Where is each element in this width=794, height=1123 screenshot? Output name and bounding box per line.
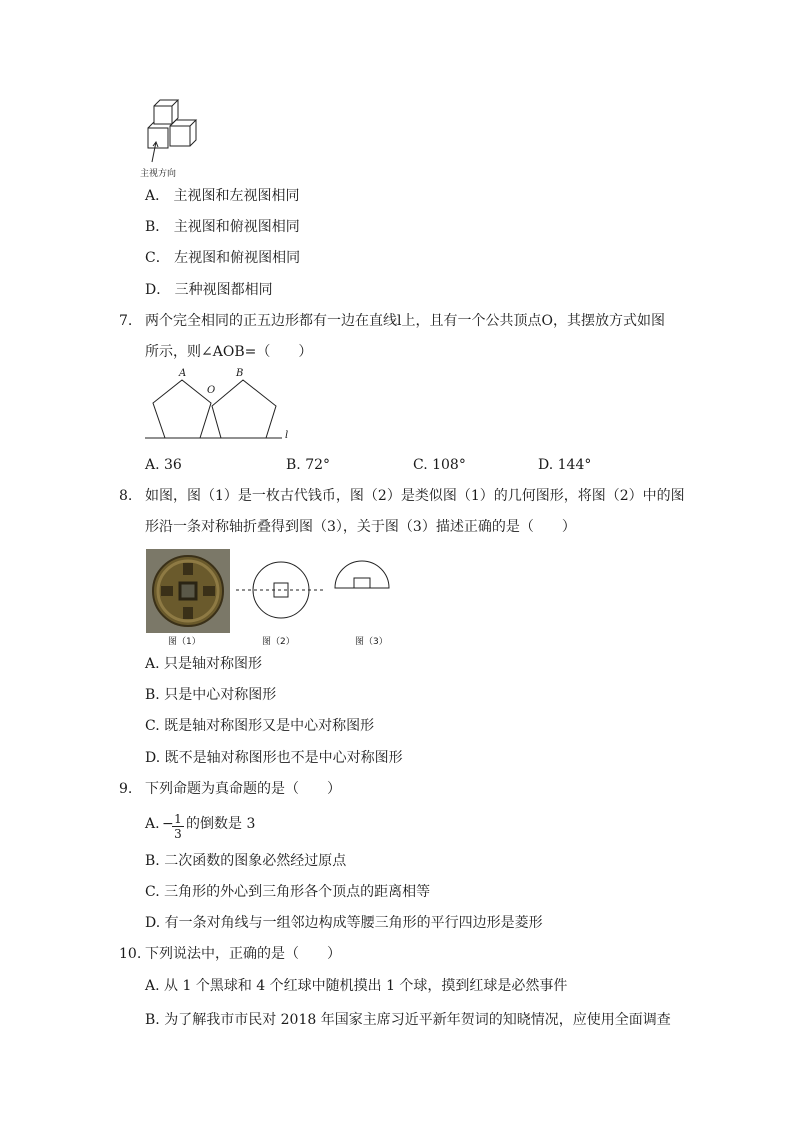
q8-option-c: C. 既是轴对称图形又是中心对称图形	[145, 718, 375, 734]
q7-stem-line2: 所示，则∠AOB=（ ）	[145, 344, 313, 360]
q8-stem-line2: 形沿一条对称轴折叠得到图（3），关于图（3）描述正确的是（ ）	[145, 519, 576, 535]
q7-option-b: B. 72°	[286, 457, 331, 473]
label-b: B	[236, 368, 244, 379]
pentagons-figure	[140, 368, 300, 448]
fraction-denominator: 3	[174, 827, 182, 841]
q8-option-b: B. 只是中心对称图形	[145, 687, 277, 703]
q10-number: 10.	[119, 946, 142, 962]
q8-option-d: D. 既不是轴对称图形也不是中心对称图形	[145, 750, 403, 766]
ancient-coin-photo	[146, 549, 230, 633]
fraction-one-third	[172, 812, 184, 841]
fig3-caption: 图（3）	[355, 637, 388, 647]
q8-option-a: A. 只是轴对称图形	[145, 656, 263, 672]
q10-option-b: B. 为了解我市市民对 2018 年国家主席习近平新年贺词的知晓情况，应使用全面调查	[145, 1012, 671, 1028]
q7-option-a: A. 36	[145, 457, 182, 473]
cubes-figure	[140, 96, 210, 176]
q10-stem: 下列说法中，正确的是（ ）	[145, 946, 341, 962]
q9-option-a-prefix: A.	[145, 816, 160, 832]
q7-number: 7.	[119, 313, 133, 329]
q9-number: 9.	[119, 781, 133, 797]
label-a: A	[179, 368, 187, 379]
q10-option-a: A. 从 1 个黑球和 4 个红球中随机摸出 1 个球，摸到红球是必然事件	[145, 978, 568, 994]
q8-number: 8.	[119, 488, 133, 504]
fig2-caption: 图（2）	[262, 637, 295, 647]
coin-geometric-figure	[236, 558, 326, 624]
main-view-direction-caption: 主视方向	[140, 169, 177, 179]
folded-figure	[332, 560, 392, 594]
q6-option-c: C． 左视图和俯视图相同	[145, 250, 301, 266]
minus-sign: −	[162, 816, 174, 832]
label-o: O	[207, 385, 216, 396]
q9-option-a-suffix: 的倒数是 3	[186, 816, 256, 832]
q9-stem: 下列命题为真命题的是（ ）	[145, 781, 341, 797]
q6-option-a: A． 主视图和左视图相同	[145, 188, 300, 204]
q7-option-c: C. 108°	[413, 457, 466, 473]
q7-option-d: D. 144°	[538, 457, 592, 473]
q6-option-b: B． 主视图和俯视图相同	[145, 219, 300, 235]
q9-option-b: B. 二次函数的图象必然经过原点	[145, 853, 347, 869]
q9-option-d: D. 有一条对角线与一组邻边构成等腰三角形的平行四边形是菱形	[145, 915, 543, 931]
q8-stem-line1: 如图，图（1）是一枚古代钱币，图（2）是类似图（1）的几何图形，将图（2）中的图	[145, 488, 685, 504]
fraction-numerator: 1	[172, 812, 184, 827]
q6-option-d: D． 三种视图都相同	[145, 282, 273, 298]
q7-stem-line1: 两个完全相同的正五边形都有一边在直线l上，且有一个公共顶点O，其摆放方式如图	[145, 313, 665, 329]
fig1-caption: 图（1）	[168, 637, 201, 647]
q9-option-c: C. 三角形的外心到三角形各个顶点的距离相等	[145, 884, 431, 900]
label-l: l	[285, 430, 289, 441]
